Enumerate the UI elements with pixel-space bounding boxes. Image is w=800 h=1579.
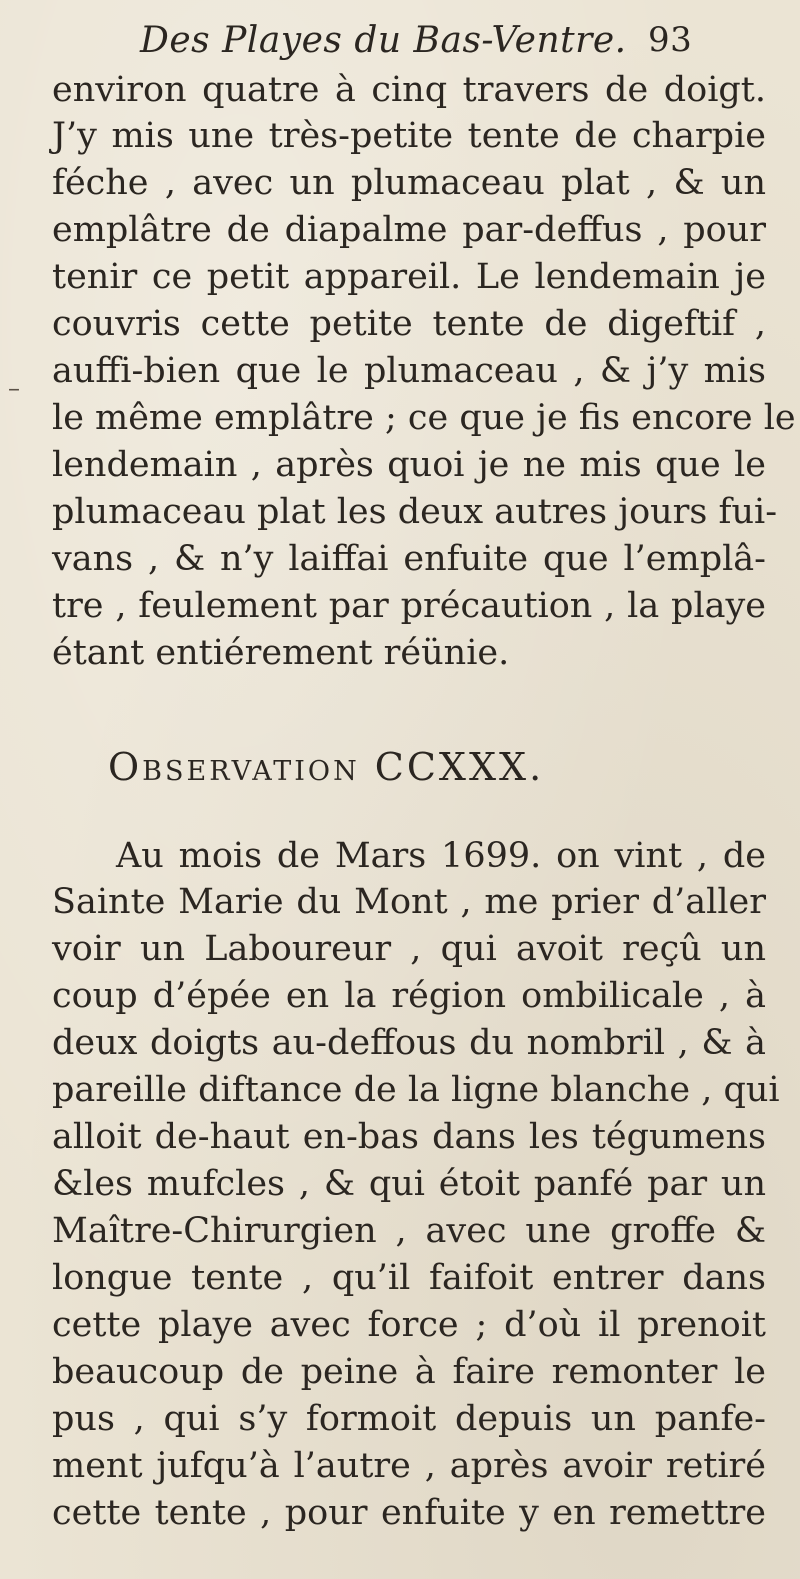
- text-line: tre , feulement par précaution , la playe: [52, 586, 766, 626]
- text-line: auffi-bien que le plumaceau , & j’y mis: [52, 351, 766, 391]
- text-line: &les mufcles , & qui étoit panfé par un: [52, 1164, 766, 1204]
- text-line: ment jufqu’à l’autre , après avoir retiré: [52, 1446, 766, 1486]
- running-header: [140, 20, 760, 70]
- page-number: 93: [648, 20, 693, 60]
- text-line: environ quatre à cinq travers de doigt.: [52, 70, 766, 110]
- margin-dash-mark: –: [8, 374, 20, 402]
- text-line: lendemain , après quoi je ne mis que le: [52, 445, 766, 485]
- text-line: alloit de-haut en-bas dans les tégumens: [52, 1117, 766, 1157]
- text-line: pus , qui s’y formoit depuis un panfe-: [52, 1399, 766, 1439]
- text-line: Maître-Chirurgien , avec une groffe &: [52, 1211, 766, 1251]
- text-line: voir un Laboureur , qui avoit reçû un: [52, 929, 766, 969]
- text-line: le même emplâtre ; ce que je fis encore le: [52, 398, 796, 438]
- running-title: Des Playes du Bas-Ventre.: [140, 20, 627, 61]
- text-line: cette playe avec force ; d’où il prenoit: [52, 1305, 766, 1345]
- text-line: pareille diftance de la ligne blanche , qui: [52, 1070, 780, 1110]
- text-line: J’y mis une très-petite tente de charpie: [52, 116, 766, 156]
- text-line: couvris cette petite tente de digeftif ,: [52, 304, 766, 344]
- text-line: Au mois de Mars 1699. on vint , de: [116, 836, 766, 876]
- text-line: coup d’épée en la région ombilicale , à: [52, 976, 766, 1016]
- text-line: tenir ce petit appareil. Le lendemain je: [52, 257, 766, 297]
- text-line: féche , avec un plumaceau plat , & un: [52, 163, 766, 203]
- text-line: beaucoup de peine à faire remonter le: [52, 1352, 766, 1392]
- text-line: cette tente , pour enfuite y en remettre: [52, 1493, 766, 1533]
- text-line: Sainte Marie du Mont , me prier d’aller: [52, 882, 766, 922]
- text-line: vans , & n’y laiffai enfuite que l’emplâ-: [52, 539, 766, 579]
- observation-heading: Observation CCXXX.: [108, 745, 545, 789]
- text-line: emplâtre de diapalme par-deffus , pour: [52, 210, 766, 250]
- text-line: longue tente , qu’il faifoit entrer dans: [52, 1258, 766, 1298]
- text-line: deux doigts au-deffous du nombril , & à: [52, 1023, 766, 1063]
- text-line: plumaceau plat les deux autres jours fui-: [52, 492, 778, 532]
- text-line: étant entiérement réünie.: [52, 633, 510, 673]
